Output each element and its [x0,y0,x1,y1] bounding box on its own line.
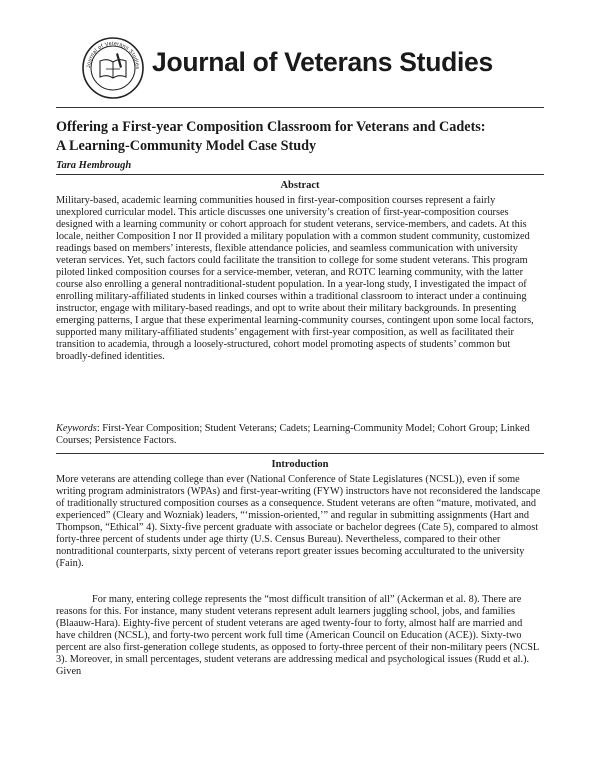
title-rule [56,174,544,175]
abstract-text: Military-based, academic learning communities housed in first-year-composition courses represent a fairly unexplored curricular model. This article discusses one university’s creation of first-year-composition courses designed with a learning community or cohort approach for student veterans, service-members, and cadets. At this locale, neither Composition I nor II provided a military population with a common student community, customized readings based on members’ interests, flexible attendance policies, and seamless communication with university veteran services. Yet, such factors could facilitate the transition to college for some student veterans. This program piloted linked composition courses for a service-member, veteran, and ROTC learning community, with the latter course also enrolling a general nontraditional-student population. In a year-long study, I investigated the impact of enrolling military-affiliated students in linked courses within a traditional classroom to interact under a continuing instructor, engage with military-based readings, and opt to write about their military backgrounds. In presenting emerging patterns, I argue that these experimental learning-community courses, contingent upon some local factors, supported many military-affiliated students’ engagement with first-year composition, as well as facilitated their transition to academia, through a loosely-structured, cohort model promoting aspects of students’ common but broadly-defined identities. [56,195,534,362]
journal-title: Journal of Veterans Studies [152,47,493,77]
keywords [56,423,544,447]
journal-seal-icon [82,37,144,99]
introduction-paragraph-2: For many, entering college represents the “most difficult transition of all” (Ackerman et al. 8). There are reasons for this. For instance, many student veterans represent adult learners juggling school, jobs, and families (Blaauw-Hara). Eighty-five percent of student veterans are aged twenty-four to forty, almost half are married and have children (NCSL), and forty-two percent work full time (American Council on Education (ACE)). Sixty-two percent are also first-generation college students, as opposed to forty-three percent of their non-military peers (NCSL 3). Moreover, in small percentages, student veterans are addressing medical and psychological issues (Rudd et al.). Given [56,594,539,677]
seal-text: Journal of Veterans Studies [85,40,141,70]
introduction-heading: Introduction [271,459,329,470]
abstract-heading: Abstract [280,180,320,191]
keywords-label: Keywords [56,423,97,434]
keywords-text: : First-Year Composition; Student Veterans; Cadets; Learning-Community Model; Cohort Group; Linked Courses; Persistence Factors. [56,423,530,446]
article-title: Offering a First-year Composition Classroom for Veterans and Cadets: A Learning-Community Model Case Study [56,119,486,154]
header-rule [56,107,544,108]
introduction-paragraph-1: More veterans are attending college than ever (National Conference of State Legislatures (NCSL)), even if some writing program administrators (WPAs) and first-year-writing (FYW) instructors have not reconsidered the landscape of traditionally structured composition courses as a consequence. Student veterans are often “mature, motivated, and experienced” (Cleary and Wozniak) leaders, “‘mission-oriented,’” and regular in submitting assignments (Hart and Thompson, “Ethical” 4). Sixty-five percent graduate with associate or bachelor degrees (Cate 5), compared to almost forty-three percent of students under age thirty (U.S. Census Bureau). Nevertheless, compared to their other nontraditional counterparts, sixty percent of veterans report greater issues becoming acculturated to the university (Fain). [56,474,541,569]
author-name: Tara Hembrough [56,160,132,171]
section-rule [56,453,544,454]
